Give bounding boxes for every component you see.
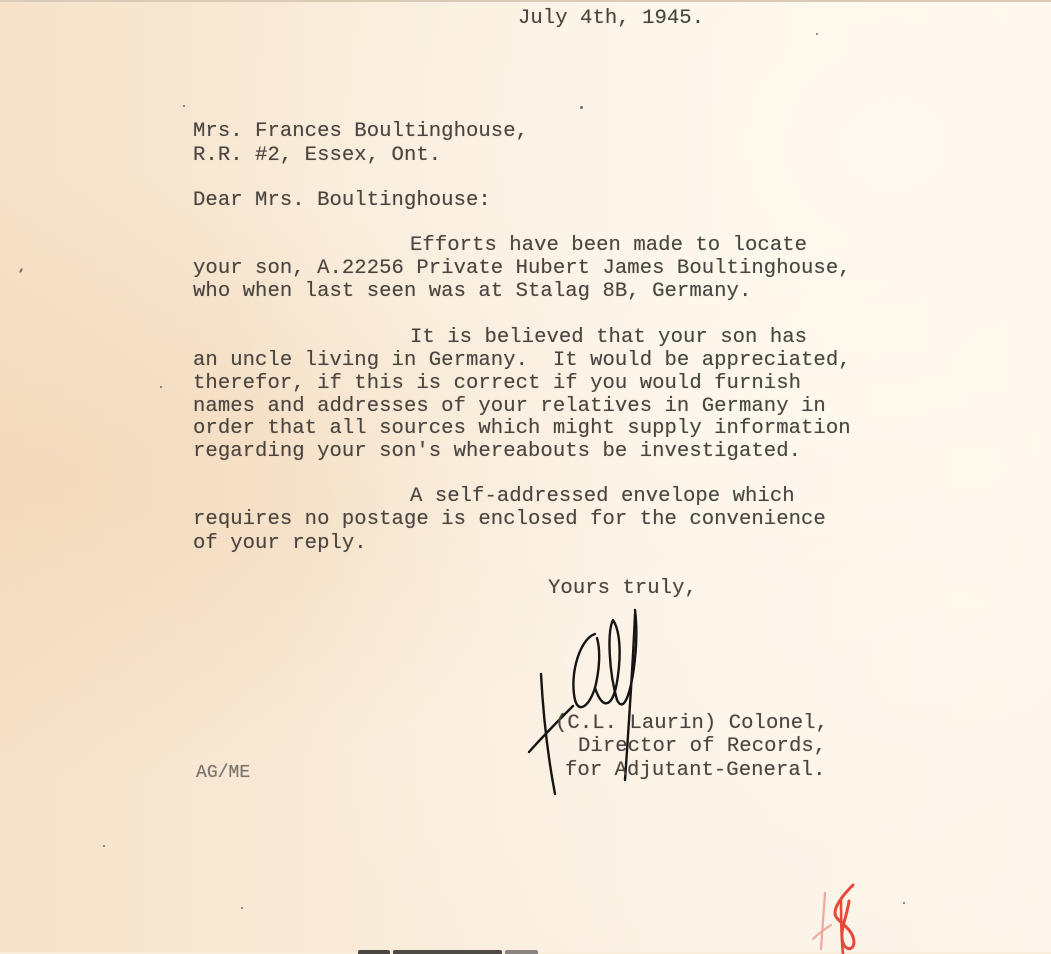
- paper-speck: [241, 907, 243, 909]
- paragraph-2-line-3: therefor, if this is correct if you would furnish: [193, 372, 802, 395]
- viewer-toolbar-segment[interactable]: [393, 950, 502, 954]
- signatory-name-rank: (C.L. Laurin) Colonel,: [555, 712, 828, 735]
- reference-initials: AG/ME: [196, 763, 251, 783]
- letter-date: July 4th, 1945.: [518, 7, 705, 30]
- paragraph-3-line-1: A self-addressed envelope which: [410, 485, 795, 508]
- paragraph-2-line-4: names and addresses of your relatives in Germany in: [193, 395, 826, 418]
- closing: Yours truly,: [548, 577, 697, 600]
- paragraph-3-line-2: requires no postage is enclosed for the convenience: [193, 508, 826, 531]
- recipient-address: R.R. #2, Essex, Ont.: [193, 144, 442, 167]
- signatory-title: Director of Records,: [578, 735, 827, 758]
- paper-speck: [580, 106, 583, 109]
- paragraph-1-line-1: Efforts have been made to locate: [410, 234, 808, 257]
- red-pencil-page-number-icon: [805, 877, 885, 954]
- recipient-name: Mrs. Frances Boultinghouse,: [193, 120, 529, 143]
- signatory-office: for Adjutant-General.: [565, 759, 826, 782]
- paragraph-1-line-3: who when last seen was at Stalag 8B, Germany.: [193, 280, 752, 303]
- salutation: Dear Mrs. Boultinghouse:: [193, 189, 491, 212]
- paragraph-2-line-5: order that all sources which might supply information: [193, 417, 851, 440]
- paragraph-1-line-2: your son, A.22256 Private Hubert James Boultinghouse,: [193, 257, 851, 280]
- paragraph-2-line-2: an uncle living in Germany. It would be appreciated,: [193, 349, 851, 372]
- paper-speck: [183, 105, 185, 107]
- paragraph-3-line-3: of your reply.: [193, 532, 367, 555]
- paper-speck: [19, 268, 23, 273]
- viewer-toolbar-segment[interactable]: [505, 950, 538, 954]
- paper-speck: [160, 386, 162, 388]
- paragraph-2-line-1: It is believed that your son has: [410, 326, 808, 349]
- paragraph-2-line-6: regarding your son's whereabouts be investigated.: [193, 440, 802, 463]
- paper-speck: [103, 845, 105, 847]
- paper-speck: [903, 902, 905, 904]
- paper-speck: [816, 33, 818, 35]
- viewer-toolbar-segment[interactable]: [358, 950, 390, 954]
